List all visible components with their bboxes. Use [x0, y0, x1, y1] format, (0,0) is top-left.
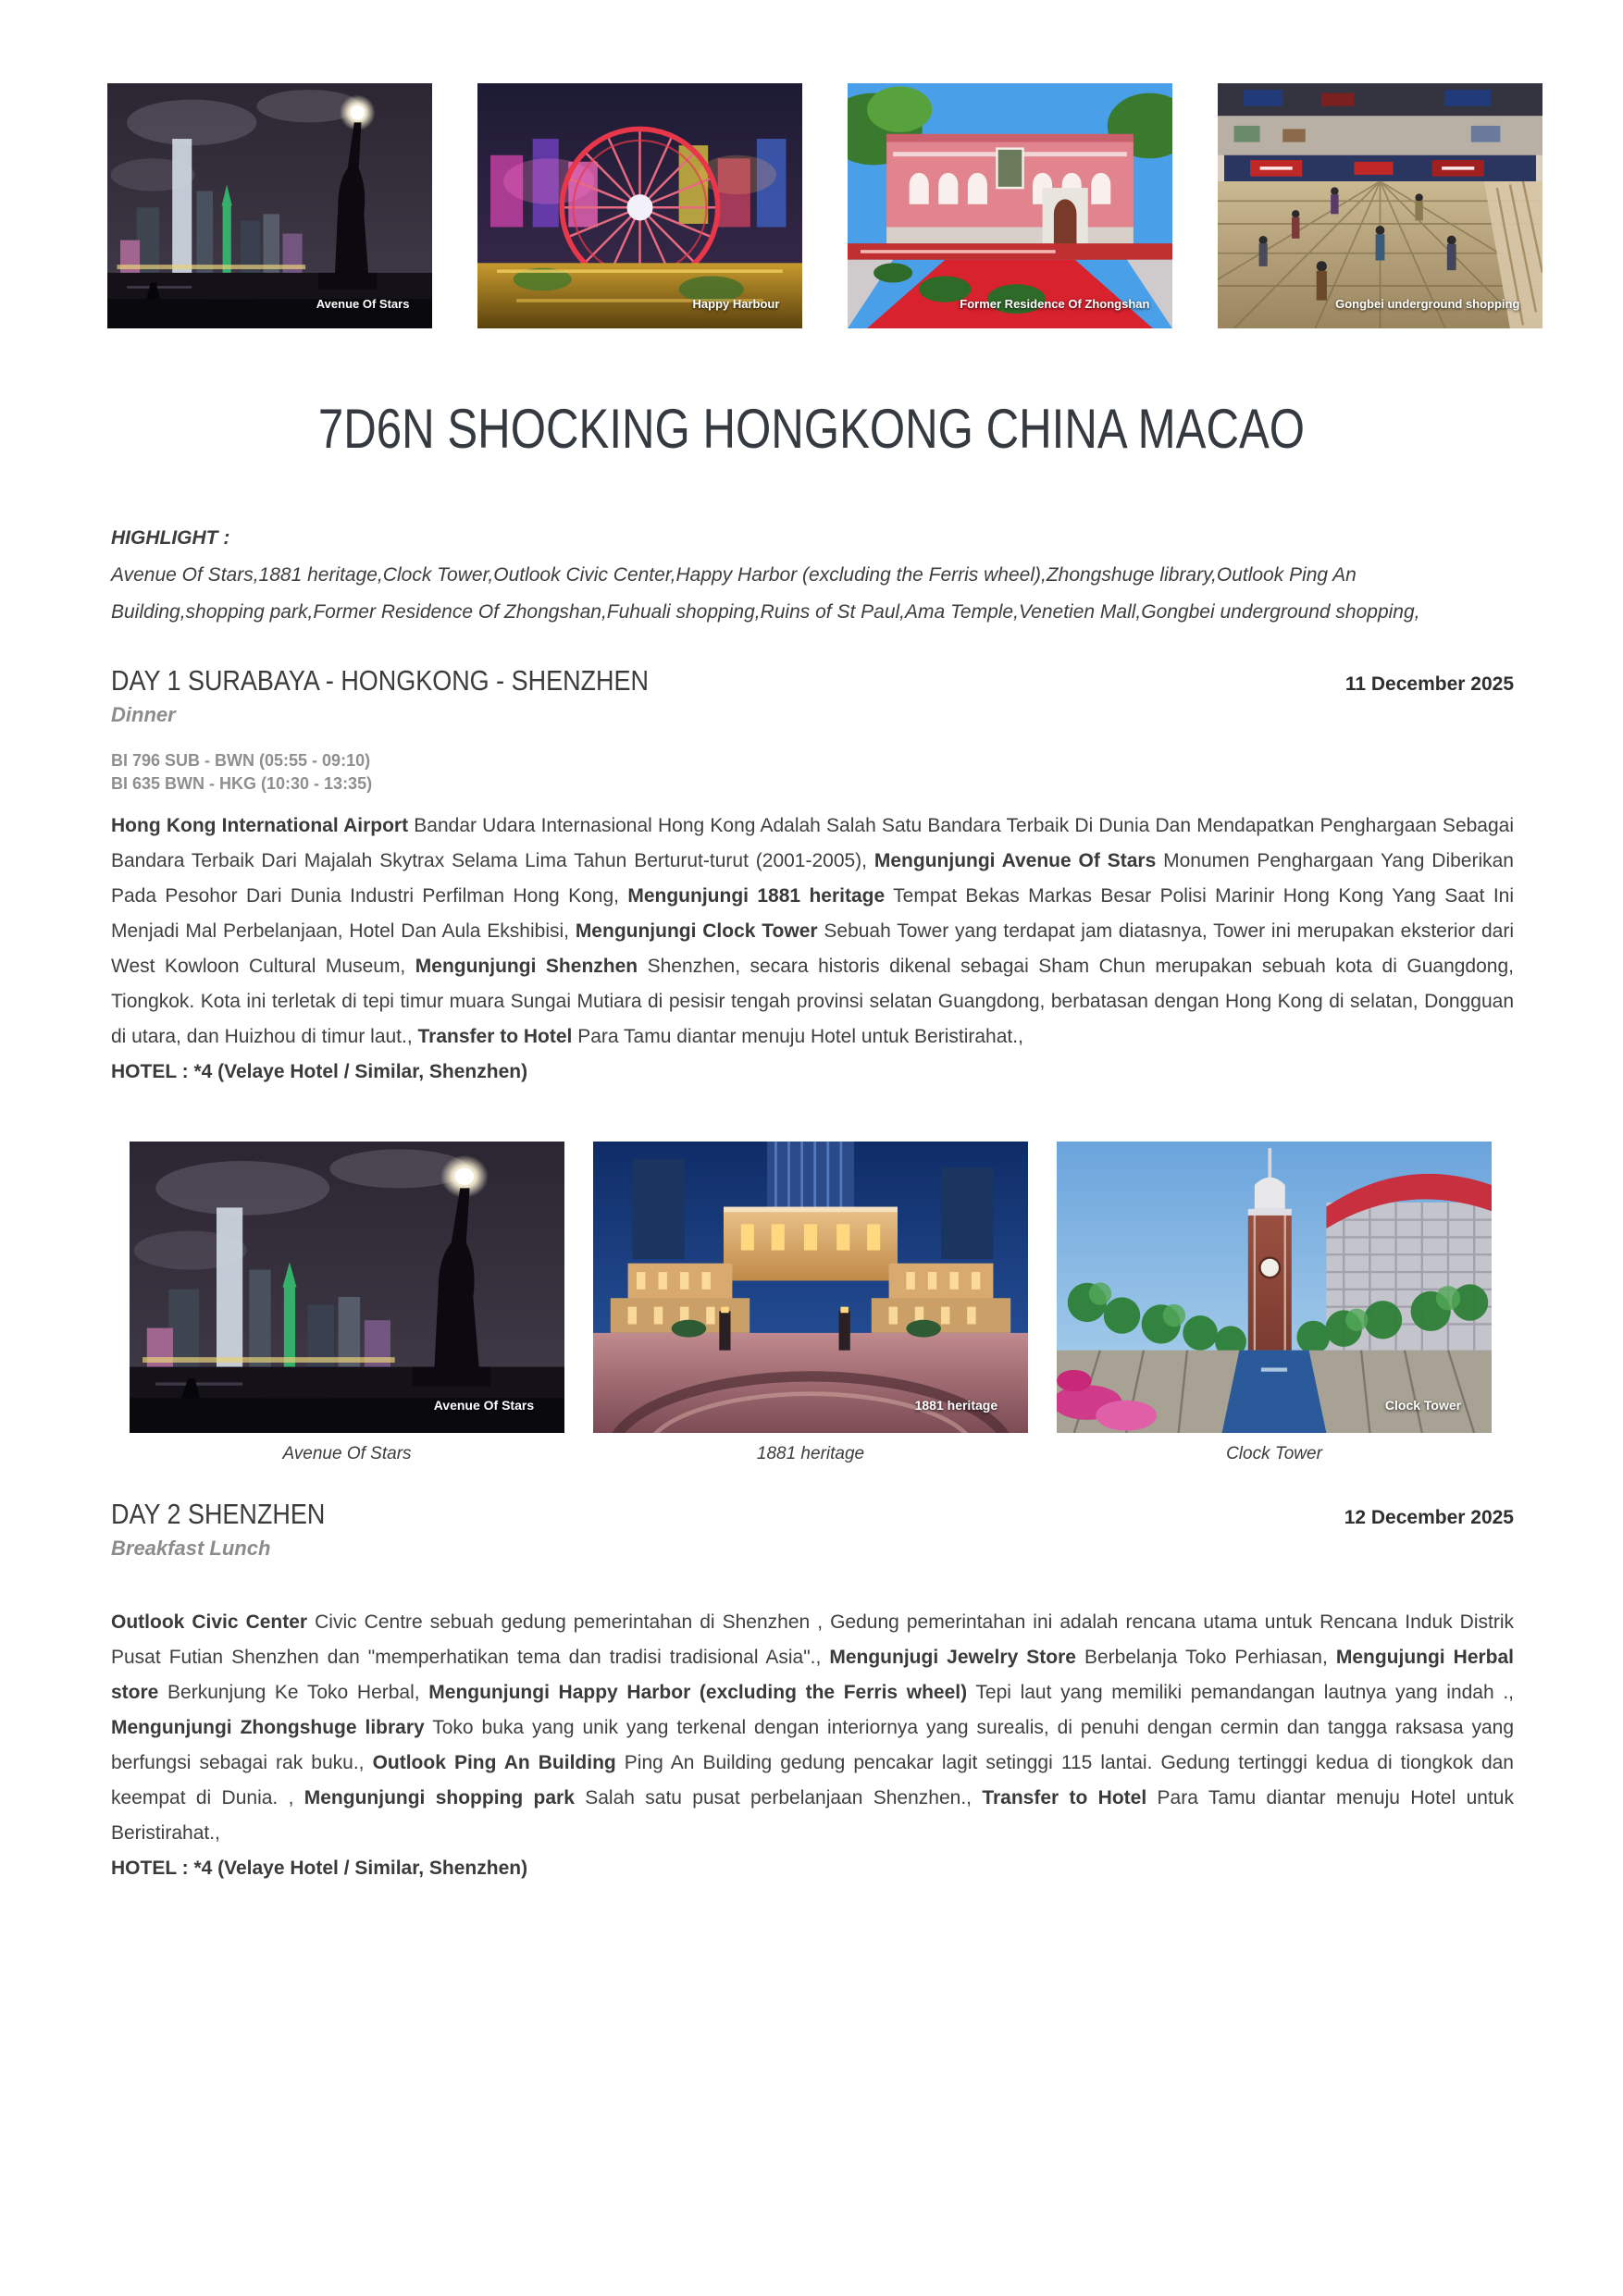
photo-overlay-caption: Clock Tower — [1384, 1397, 1462, 1413]
photo-overlay-caption: Avenue Of Stars — [433, 1397, 535, 1413]
day2-hotel: HOTEL : *4 (Velaye Hotel / Similar, Shenzhen) — [111, 1858, 528, 1879]
day1-section — [111, 664, 1514, 1090]
day2-header — [111, 1498, 1514, 1531]
photo-overlay-caption: Avenue Of Stars — [316, 297, 410, 312]
photo-gongbei-shopping — [1218, 83, 1542, 328]
page-title: 7D6N SHOCKING HONGKONG CHINA MACAO — [317, 398, 1306, 460]
photo-1881-heritage — [593, 1142, 1028, 1433]
photo-happy-harbour — [477, 83, 802, 328]
clock-tower-image — [1057, 1142, 1492, 1433]
day2-heading: DAY 2 SHENZHEN — [111, 1498, 326, 1530]
day1-description: Hong Kong International Airport Bandar Udara Internasional Hong Kong Adalah Salah Satu Bandara Terbaik Di Dunia Dan Mendapatkan Penghargaan Sebagai Bandara Terbaik Dari Majalah Skytrax Selama Lima Tahun Berturut-turut (2001-2005), Mengunjungi Avenue Of Stars Monumen Penghargaan Yang Diberikan Pada Pesohor Dari Dunia Industri Perfilman Hong Kong, Mengunjungi 1881 heritage Tempat Bekas Markas Besar Polisi Marinir Hong Kong Yang Saat Ini Menjadi Mal Perbelanjaan, Hotel Dan Aula Ekshibisi, Mengunjungi Clock Tower Sebuah Tower yang terdapat jam diatasnya, Tower ini merupakan eksterior dari West Kowloon Cultural Museum, Mengunjungi Shenzhen Shenzhen, secara historis dikenal sebagai Sham Chun merupakan sebuah kota di Guangdong, Tiongkok. Kota ini terletak di tepi timur muara Sungai Mutiara di pesisir tengah provinsi selatan Guangdong, berbatasan dengan Hong Kong di selatan, Dongguan di utara, dan Huizhou di timur laut., Transfer to Hotel Para Tamu diantar menuju Hotel untuk Beristirahat., — [111, 815, 1515, 1047]
photo-captions-day1 — [130, 1444, 1623, 1464]
day2-date: 12 December 2025 — [1344, 1507, 1514, 1528]
gongbei-shopping-image — [1218, 83, 1542, 328]
avenue-of-stars-image — [107, 83, 432, 328]
day1-header — [111, 664, 1514, 697]
happy-harbour-image — [477, 83, 802, 328]
day1-date: 11 December 2025 — [1344, 673, 1514, 695]
day1-hotel: HOTEL : *4 (Velaye Hotel / Similar, Shenzhen) — [111, 1061, 528, 1082]
photo-caption: Avenue Of Stars — [282, 1444, 412, 1463]
photo-overlay-caption: 1881 heritage — [914, 1397, 998, 1413]
day1-meals: Dinner — [111, 703, 176, 726]
day2-section — [111, 1498, 1514, 1886]
photo-gallery-day1 — [130, 1142, 1623, 1433]
photo-overlay-caption: Former Residence Of Zhongshan — [960, 297, 1150, 312]
heritage-1881-image — [593, 1142, 1028, 1433]
day1-heading: DAY 1 SURABAYA - HONGKONG - SHENZHEN — [111, 664, 649, 697]
day2-meals: Breakfast Lunch — [111, 1537, 271, 1560]
day2-description: Outlook Civic Center Civic Centre sebuah gedung pemerintahan di Shenzhen , Gedung pemerintahan ini adalah rencana utama untuk Rencana Induk Distrik Pusat Futian Shenzhen dan "memperhatikan tema dan tradisi tradisional Asia"., Mengunjugi Jewelry Store Berbelanja Toko Perhiasan, Mengujungi Herbal store Berkunjung Ke Toko Herbal, Mengunjungi Happy Harbor (excluding the Ferris wheel) Tepi laut yang memiliki pemandangan lautnya yang indah ., Mengunjungi Zhongshuge library Toko buka yang unik yang terkenal dengan interiornya yang surealis, di penuhi dengan cermin dan tangga raksasa yang berfungsi sebagai rak buku., Outlook Ping An Building Ping An Building gedung pencakar lagit setinggi 115 lantai. Gedung tertinggi kedua di tiongkok dan keempat di Dunia. , Mengunjungi shopping park Salah satu pusat perbelanjaan Shenzhen., Transfer to Hotel Para Tamu diantar menuju Hotel untuk Beristirahat., — [111, 1611, 1515, 1844]
photo-overlay-caption: Gongbei underground shopping — [1335, 297, 1520, 312]
highlight-label: HIGHLIGHT : — [111, 527, 230, 549]
highlight-text: Avenue Of Stars,1881 heritage,Clock Tower,Outlook Civic Center,Happy Harbor (excluding the Ferris wheel),Zhongshuge library,Outlook Ping An Building,shopping park,Former Residence Of Zhongshan,Fuhuali shopping,Ruins of St Paul,Ama Temple,Venetien Mall,Gongbei underground shopping, — [111, 564, 1420, 623]
photo-gallery-top — [107, 83, 1623, 328]
photo-avenue-of-stars-large — [130, 1142, 564, 1433]
photo-former-residence — [848, 83, 1172, 328]
photo-caption: 1881 heritage — [756, 1444, 865, 1463]
former-residence-image — [848, 83, 1172, 328]
highlight-section — [111, 520, 1514, 631]
photo-avenue-of-stars — [107, 83, 432, 328]
flight-line-1: BI 796 SUB - BWN (05:55 - 09:10) — [111, 751, 371, 770]
photo-caption: Clock Tower — [1226, 1444, 1322, 1463]
photo-overlay-caption: Happy Harbour — [692, 297, 780, 312]
avenue-of-stars-image — [130, 1142, 564, 1433]
flight-line-2: BI 635 BWN - HKG (10:30 - 13:35) — [111, 774, 373, 793]
day1-flight-info — [111, 749, 1514, 796]
photo-clock-tower — [1057, 1142, 1492, 1433]
